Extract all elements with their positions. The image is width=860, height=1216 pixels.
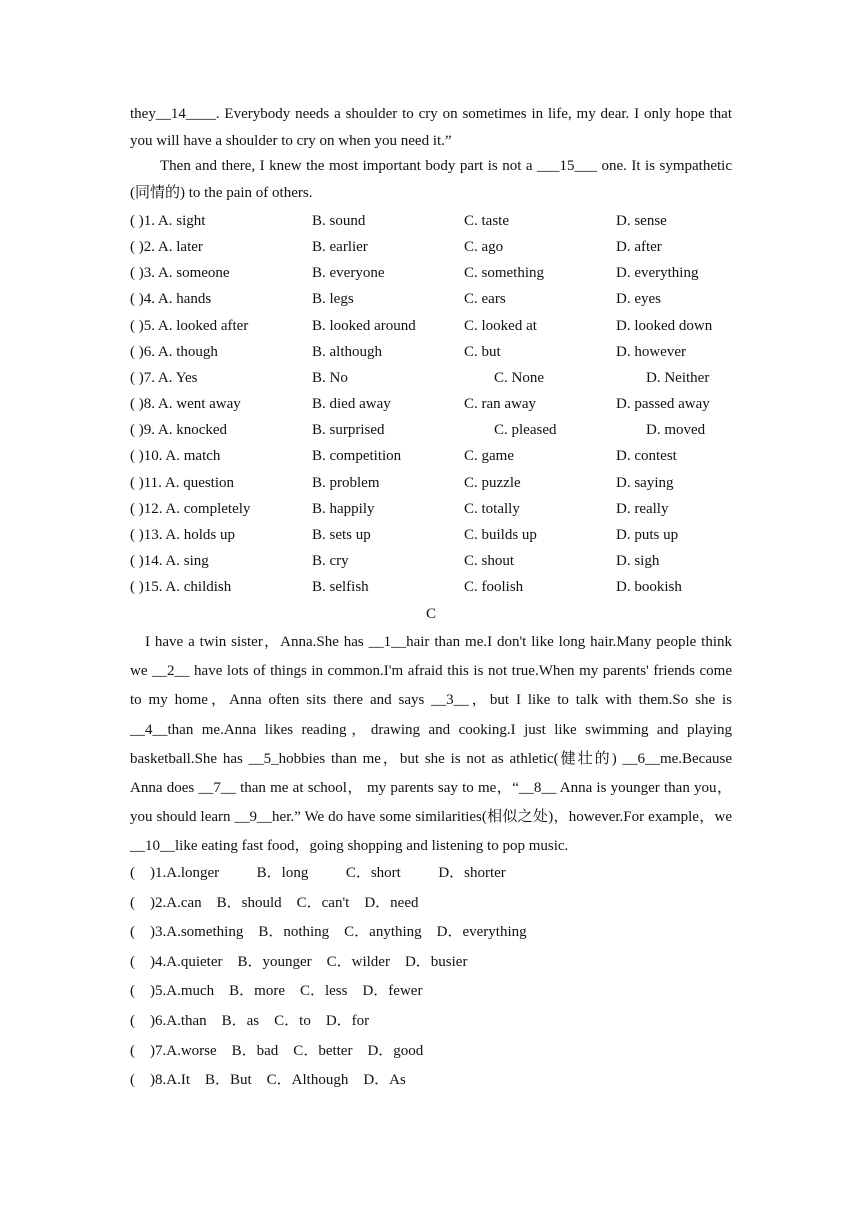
option-b: B. although bbox=[312, 343, 382, 360]
question-row bbox=[130, 365, 732, 391]
option-d: D. however bbox=[616, 343, 686, 360]
option-d: D. looked down bbox=[616, 317, 713, 334]
option-b: B. No bbox=[312, 369, 348, 386]
option-b: B. looked around bbox=[312, 317, 416, 334]
question-number-option-a: ( )9. A. knocked bbox=[130, 422, 228, 439]
option-c: C. ago bbox=[464, 239, 504, 256]
option-c: C. foolish bbox=[464, 579, 524, 596]
question-row bbox=[130, 574, 732, 600]
option-d: D. passed away bbox=[616, 396, 710, 413]
option-d: D. really bbox=[616, 500, 669, 517]
option-b: B. selfish bbox=[312, 579, 369, 596]
question-number-option-a: ( )1. A. sight bbox=[130, 213, 206, 229]
option-d: D. Neither bbox=[646, 369, 710, 386]
question-row: ( )4.A.quieter B．younger C．wilder D．busier bbox=[130, 953, 468, 970]
option-c: C. something bbox=[464, 265, 545, 282]
question-row: ( )1.A.longer B．long C．short D．shorter bbox=[130, 865, 506, 881]
option-c: C. totally bbox=[464, 500, 520, 517]
option-d: D. saying bbox=[616, 474, 674, 491]
option-b: B. died away bbox=[312, 396, 391, 413]
option-b: B. legs bbox=[312, 291, 354, 308]
passage-b-paragraph-2: Then and there, I knew the most important body part is not a ___15___ one. It is sympathetic (同情的) to the pain of others. bbox=[130, 158, 732, 201]
question-number-option-a: ( )14. A. sing bbox=[130, 552, 209, 569]
question-number-option-a: ( )3. A. someone bbox=[130, 265, 230, 282]
question-row bbox=[130, 339, 732, 365]
question-row bbox=[130, 496, 732, 522]
question-number-option-a: ( )2. A. later bbox=[130, 239, 203, 256]
option-d: D. everything bbox=[616, 265, 699, 282]
question-number-option-a: ( )10. A. match bbox=[130, 448, 221, 465]
option-c: C. looked at bbox=[464, 317, 537, 334]
question-number-option-a: ( )8. A. went away bbox=[130, 396, 241, 413]
option-d: D. moved bbox=[646, 422, 706, 439]
option-b: B. everyone bbox=[312, 265, 385, 282]
question-row bbox=[130, 548, 732, 574]
option-c: C. builds up bbox=[464, 526, 537, 543]
question-row bbox=[130, 208, 732, 234]
question-row bbox=[130, 470, 732, 496]
option-c: C. None bbox=[494, 369, 544, 386]
question-row: ( )2.A.can B．should C．can't D．need bbox=[130, 894, 419, 911]
option-d: D. puts up bbox=[616, 526, 679, 543]
question-row bbox=[130, 522, 732, 548]
section-c-heading: C bbox=[425, 606, 436, 622]
option-b: B. cry bbox=[312, 552, 349, 569]
question-number-option-a: ( )15. A. childish bbox=[130, 579, 232, 596]
question-number-option-a: ( )5. A. looked after bbox=[130, 317, 249, 334]
question-number-option-a: ( )6. A. though bbox=[130, 343, 218, 360]
option-c: C. shout bbox=[464, 552, 515, 569]
question-row: ( )6.A.than B．as C．to D．for bbox=[130, 1013, 370, 1029]
question-row bbox=[130, 417, 732, 443]
question-row bbox=[130, 443, 732, 469]
question-row bbox=[130, 286, 732, 312]
option-b: B. happily bbox=[312, 500, 375, 517]
option-d: D. sense bbox=[616, 213, 667, 229]
option-c: C. puzzle bbox=[464, 474, 521, 491]
passage-b-paragraph-1: they__14____. Everybody needs a shoulder to cry on sometimes in life, my dear. I only hope that you will have a shoulder to cry on when you need it.” bbox=[130, 106, 732, 149]
option-c: C. ears bbox=[464, 291, 506, 308]
option-d: D. eyes bbox=[616, 291, 661, 308]
question-number-option-a: ( )11. A. question bbox=[130, 474, 235, 491]
option-c: C. game bbox=[464, 448, 514, 465]
question-number-option-a: ( )4. A. hands bbox=[130, 291, 212, 308]
section-c-passage: I have a twin sister，Anna.She has __1__hair than me.I don't like long hair.Many people think we __2__ have lots of things in common.I'm afraid this is not true.When my parents' friends come to my home，Anna often sits there and says __3__，but I like to talk with them.So she is __4__than me.Anna likes reading，drawing and cooking.I just like swimming and playing basketball.She has __5_hobbies than me，but she is not as athletic(健壮的) __6__me.Because Anna does __7__ than me at school， my parents say to me，“__8__ Anna is younger than you， you should learn __9__her.” We do have some similarities(相似之处)，however.For example，we __10__like eating fast food，going shopping and listening to pop music. bbox=[130, 634, 732, 855]
option-b: B. surprised bbox=[312, 422, 385, 439]
option-d: D. sigh bbox=[616, 552, 660, 569]
question-row: ( )7.A.worse B．bad C．better D．good bbox=[130, 1042, 424, 1059]
option-d: D. contest bbox=[616, 448, 677, 465]
question-row: ( )5.A.much B．more C．less D．fewer bbox=[130, 983, 423, 1000]
question-row: ( )8.A.It B．But C．Although D．As bbox=[130, 1072, 406, 1089]
question-number-option-a: ( )12. A. completely bbox=[130, 500, 251, 517]
option-d: D. after bbox=[616, 239, 662, 256]
question-row bbox=[130, 260, 732, 286]
option-b: B. competition bbox=[312, 448, 402, 465]
question-row bbox=[130, 234, 732, 260]
question-row: ( )3.A.something B．nothing C．anything D．everything bbox=[130, 924, 527, 941]
question-row bbox=[130, 391, 732, 417]
option-c: C. but bbox=[464, 343, 501, 360]
option-c: C. ran away bbox=[464, 396, 537, 413]
question-row bbox=[130, 313, 732, 339]
question-number-option-a: ( )7. A. Yes bbox=[130, 369, 198, 386]
option-b: B. sets up bbox=[312, 526, 371, 543]
option-c: C. pleased bbox=[494, 422, 557, 439]
option-b: B. problem bbox=[312, 474, 380, 491]
option-d: D. bookish bbox=[616, 579, 682, 596]
option-b: B. earlier bbox=[312, 239, 368, 256]
option-c: C. taste bbox=[464, 213, 509, 229]
question-number-option-a: ( )13. A. holds up bbox=[130, 526, 235, 543]
option-b: B. sound bbox=[312, 213, 366, 229]
